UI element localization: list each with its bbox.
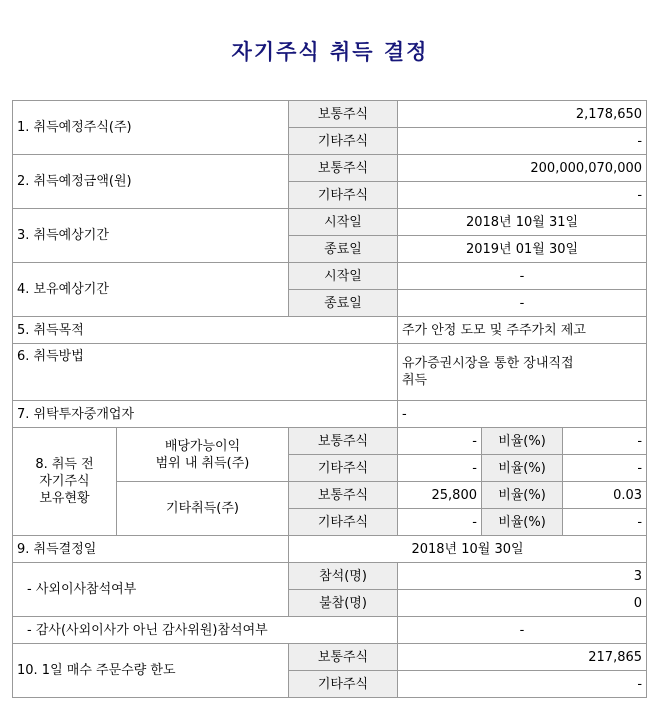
end-date-value: - <box>398 290 647 317</box>
common-stock-value: 25,800 <box>398 482 482 509</box>
group-label: 기타취득(주) <box>117 482 289 536</box>
end-date-value: 2019년 01월 30일 <box>398 236 647 263</box>
common-stock-label: 보통주식 <box>289 482 398 509</box>
common-stock-label: 보통주식 <box>289 428 398 455</box>
row-label: - 사외이사참석여부 <box>13 563 289 617</box>
ratio-value: - <box>563 455 647 482</box>
method-value <box>398 344 647 401</box>
present-label: 참석(명) <box>289 563 398 590</box>
table-row <box>13 344 647 401</box>
start-date-value: 2018년 10월 31일 <box>398 209 647 236</box>
ratio-value: - <box>563 509 647 536</box>
page-title: 자기주식 취득 결정 <box>231 39 429 64</box>
present-value: 3 <box>398 563 647 590</box>
table-row <box>13 263 647 290</box>
end-date-label: 종료일 <box>289 290 398 317</box>
group-label <box>117 428 289 482</box>
table-row <box>13 317 647 344</box>
table-row <box>13 101 647 128</box>
ratio-label: 비율(%) <box>482 482 563 509</box>
table-row <box>13 617 647 644</box>
table-row <box>13 155 647 182</box>
table-row <box>13 644 647 671</box>
table-row <box>13 401 647 428</box>
method-value-line: 유가증권시장을 통한 장내직접 <box>402 356 574 371</box>
common-stock-label: 보통주식 <box>289 155 398 182</box>
common-stock-label: 보통주식 <box>289 101 398 128</box>
row-label: 10. 1일 매수 주문수량 한도 <box>13 644 289 698</box>
absent-value: 0 <box>398 590 647 617</box>
row-label-line: 자기주식 <box>39 474 90 489</box>
other-stock-label: 기타주식 <box>289 455 398 482</box>
table-row <box>13 209 647 236</box>
common-stock-label: 보통주식 <box>289 644 398 671</box>
row-label: 2. 취득예정금액(원) <box>13 155 289 209</box>
common-stock-value: 217,865 <box>398 644 647 671</box>
common-stock-value: 2,178,650 <box>398 101 647 128</box>
start-date-label: 시작일 <box>289 263 398 290</box>
table-row <box>13 536 647 563</box>
row-label-line: 8. 취득 전 <box>35 457 94 472</box>
common-stock-value: - <box>398 428 482 455</box>
row-label <box>13 428 117 536</box>
method-value-line: 취득 <box>402 373 428 388</box>
table-row <box>13 428 647 455</box>
row-label: 3. 취득예상기간 <box>13 209 289 263</box>
disclosure-table <box>12 100 647 698</box>
other-stock-value: - <box>398 671 647 698</box>
other-stock-value: - <box>398 455 482 482</box>
absent-label: 불참(명) <box>289 590 398 617</box>
row-label: 5. 취득목적 <box>13 317 398 344</box>
ratio-label: 비율(%) <box>482 428 563 455</box>
decision-date-value: 2018년 10월 30일 <box>289 536 647 563</box>
row-label: 1. 취득예정주식(주) <box>13 101 289 155</box>
group-label-line: 배당가능이익 <box>164 438 241 454</box>
table-row <box>13 563 647 590</box>
end-date-label: 종료일 <box>289 236 398 263</box>
ratio-value: - <box>563 428 647 455</box>
row-label: 9. 취득결정일 <box>13 536 289 563</box>
row-label: 4. 보유예상기간 <box>13 263 289 317</box>
broker-value: - <box>398 401 647 428</box>
other-stock-value: - <box>398 509 482 536</box>
group-label-line: 범위 내 취득(주) <box>155 455 250 471</box>
ratio-value: 0.03 <box>563 482 647 509</box>
other-stock-value: - <box>398 128 647 155</box>
purpose-value: 주가 안정 도모 및 주주가치 제고 <box>398 317 647 344</box>
ratio-label: 비율(%) <box>482 509 563 536</box>
ratio-label: 비율(%) <box>482 455 563 482</box>
other-stock-label: 기타주식 <box>289 182 398 209</box>
row-label: 6. 취득방법 <box>13 344 398 401</box>
other-stock-value: - <box>398 182 647 209</box>
row-label-line: 보유현황 <box>39 491 90 506</box>
other-stock-label: 기타주식 <box>289 671 398 698</box>
start-date-value: - <box>398 263 647 290</box>
other-stock-label: 기타주식 <box>289 509 398 536</box>
row-label: 7. 위탁투자중개업자 <box>13 401 398 428</box>
other-stock-label: 기타주식 <box>289 128 398 155</box>
start-date-label: 시작일 <box>289 209 398 236</box>
auditor-value: - <box>398 617 647 644</box>
common-stock-value: 200,000,070,000 <box>398 155 647 182</box>
row-label: - 감사(사외이사가 아닌 감사위원)참석여부 <box>13 617 398 644</box>
